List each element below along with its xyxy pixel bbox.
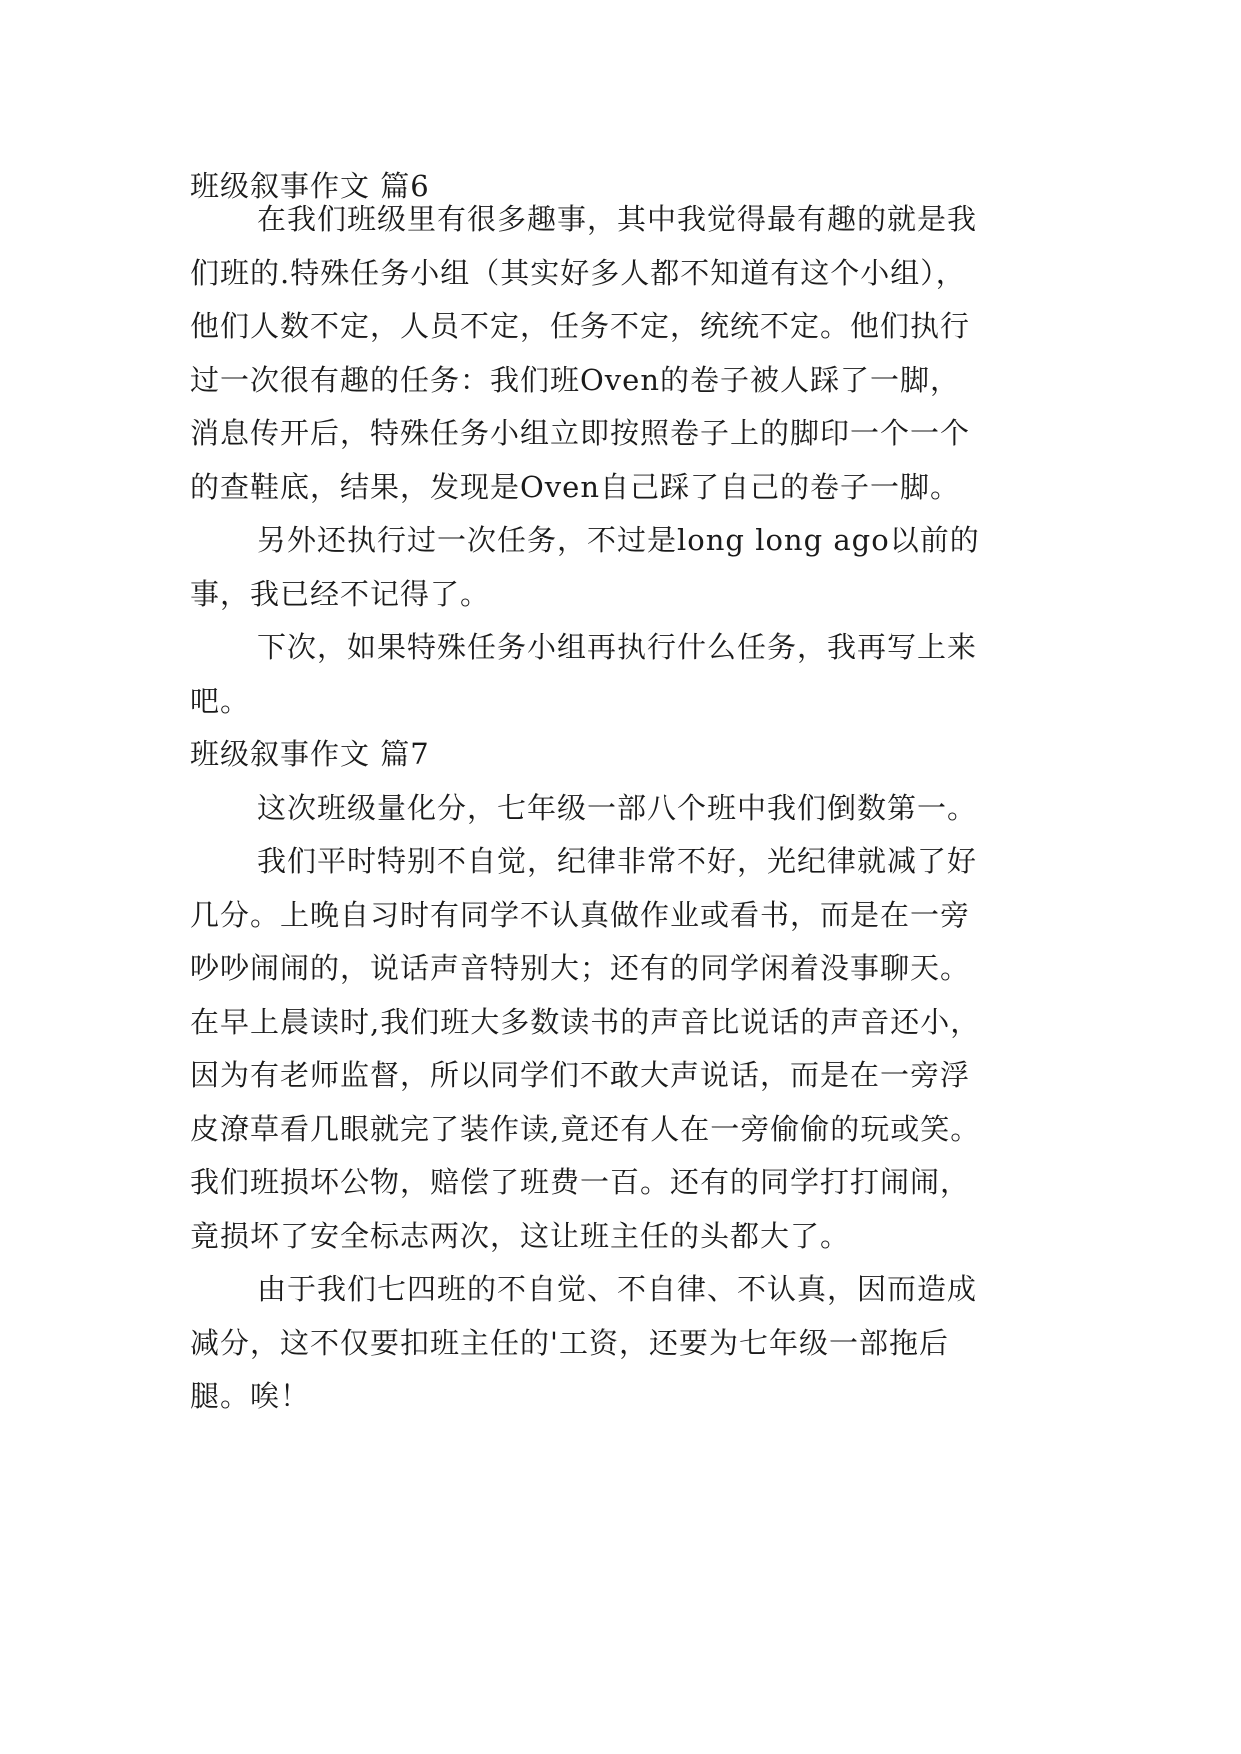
paragraph-line: 吧。	[190, 684, 251, 718]
section-heading-6: 班级叙事作文 篇6	[190, 169, 430, 203]
paragraph-line: 由于我们七四班的不自觉、不自律、不认真，因而造成	[257, 1272, 978, 1306]
paragraph-line: 的查鞋底，结果，发现是Oven自己踩了自己的卷子一脚。	[190, 470, 960, 504]
paragraph-line: 在我们班级里有很多趣事，其中我觉得最有趣的就是我	[257, 202, 978, 236]
section-heading-7: 班级叙事作文 篇7	[190, 737, 430, 771]
paragraph-line: 这次班级量化分，七年级一部八个班中我们倒数第一。	[257, 791, 978, 825]
paragraph-line: 我们班损坏公物，赔偿了班费一百。还有的同学打打闹闹，	[190, 1165, 971, 1199]
paragraph-line: 下次，如果特殊任务小组再执行什么任务，我再写上来	[257, 630, 978, 664]
paragraph-line: 皮潦草看几眼就完了装作读,竟还有人在一旁偷偷的玩或笑。	[190, 1112, 981, 1146]
paragraph-line: 竟损坏了安全标志两次，这让班主任的头都大了。	[190, 1219, 851, 1253]
paragraph-line: 几分。上晚自习时有同学不认真做作业或看书，而是在一旁	[190, 898, 971, 932]
paragraph-line: 我们平时特别不自觉，纪律非常不好，光纪律就减了好	[257, 844, 978, 878]
paragraph-line: 另外还执行过一次任务，不过是long long ago以前的	[257, 523, 980, 557]
paragraph-line: 腿。唉！	[190, 1379, 311, 1413]
paragraph-line: 们班的.特殊任务小组（其实好多人都不知道有这个小组），	[190, 256, 966, 290]
paragraph-line: 消息传开后，特殊任务小组立即按照卷子上的脚印一个一个	[190, 416, 971, 450]
paragraph-line: 因为有老师监督，所以同学们不敢大声说话，而是在一旁浮	[190, 1058, 971, 1092]
paragraph-line: 过一次很有趣的任务：我们班Oven的卷子被人踩了一脚，	[190, 363, 960, 397]
paragraph-line: 事，我已经不记得了。	[190, 577, 491, 611]
paragraph-line: 吵吵闹闹的，说话声音特别大；还有的同学闲着没事聊天。	[190, 951, 971, 985]
paragraph-line: 在早上晨读时,我们班大多数读书的声音比说话的声音还小，	[190, 1005, 981, 1039]
paragraph-line: 他们人数不定，人员不定，任务不定，统统不定。他们执行	[190, 309, 971, 343]
paragraph-line: 减分，这不仅要扣班主任的'工资，还要为七年级一部拖后	[190, 1326, 949, 1360]
